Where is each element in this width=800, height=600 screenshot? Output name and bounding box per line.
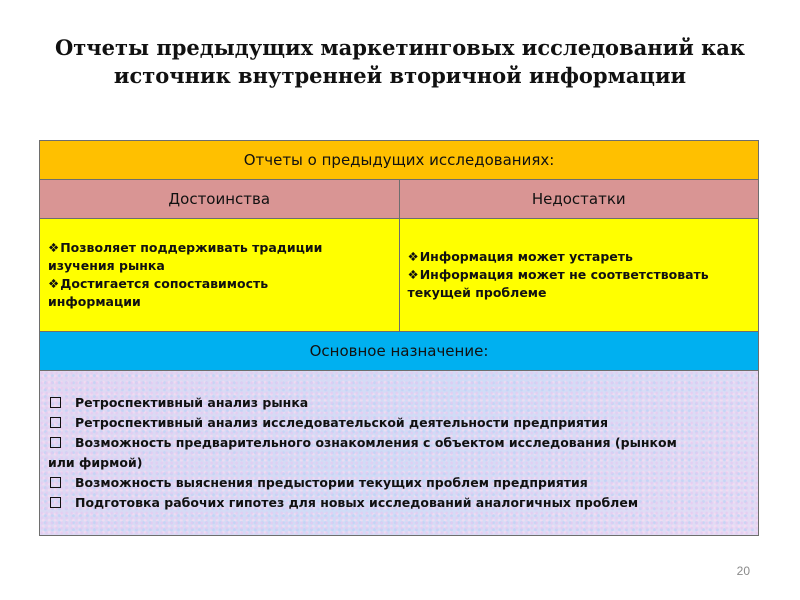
square-bullet-icon bbox=[50, 477, 61, 488]
purpose-item bbox=[48, 493, 750, 513]
purpose-item bbox=[48, 473, 750, 493]
purpose-item-text: Возможность предварительного ознакомления с объектом исследования (рынком bbox=[75, 435, 677, 450]
purpose-item-continuation: или фирмой) bbox=[48, 455, 143, 470]
square-bullet-icon bbox=[50, 397, 61, 408]
diamond-bullet-icon: ❖ bbox=[48, 240, 60, 255]
slide-title bbox=[40, 34, 760, 90]
disadvantage-item-line: Информация может устареть bbox=[419, 249, 633, 264]
purpose-item-text: Ретроспективный анализ рынка bbox=[75, 395, 309, 410]
advantage-item-line: изучения рынка bbox=[48, 258, 165, 273]
slide-title-line-2: источник внутренней вторичной информации bbox=[113, 63, 687, 88]
advantages-cell bbox=[40, 219, 400, 332]
purpose-item-text: Возможность выяснения предыстории текущих проблем предприятия bbox=[75, 475, 588, 490]
advantage-item-line: Достигается сопоставимость bbox=[60, 276, 269, 291]
disadvantages-cell bbox=[399, 219, 759, 332]
table-header: Отчеты о предыдущих исследованиях: bbox=[40, 141, 759, 180]
purpose-item bbox=[48, 393, 750, 413]
square-bullet-icon bbox=[50, 437, 61, 448]
advantage-item-line: Позволяет поддерживать традиции bbox=[60, 240, 323, 255]
diamond-bullet-icon: ❖ bbox=[407, 249, 419, 264]
disadvantage-item-line: текущей проблеме bbox=[407, 285, 547, 300]
purpose-header: Основное назначение: bbox=[40, 332, 759, 371]
purpose-item-text: Ретроспективный анализ исследовательской деятельности предприятия bbox=[75, 415, 608, 430]
diamond-bullet-icon: ❖ bbox=[48, 276, 60, 291]
page-number: 20 bbox=[736, 564, 750, 578]
slide-title-line-1: Отчеты предыдущих маркетинговых исследований как bbox=[54, 35, 746, 60]
disadvantage-item bbox=[408, 266, 751, 302]
purpose-item bbox=[48, 433, 750, 453]
advantage-item-line: информации bbox=[48, 294, 141, 309]
advantages-header: Достоинства bbox=[40, 180, 400, 219]
advantage-item bbox=[48, 275, 391, 311]
purpose-item bbox=[48, 413, 750, 433]
disadvantage-item bbox=[408, 248, 751, 266]
research-reports-table bbox=[39, 140, 759, 536]
purpose-item-text: Подготовка рабочих гипотез для новых исследований аналогичных проблем bbox=[75, 495, 639, 510]
advantage-item bbox=[48, 239, 391, 275]
diamond-bullet-icon: ❖ bbox=[407, 267, 419, 282]
square-bullet-icon bbox=[50, 497, 61, 508]
disadvantages-header: Недостатки bbox=[399, 180, 759, 219]
purpose-cell bbox=[40, 371, 759, 536]
disadvantage-item-line: Информация может не соответствовать bbox=[419, 267, 709, 282]
square-bullet-icon bbox=[50, 417, 61, 428]
